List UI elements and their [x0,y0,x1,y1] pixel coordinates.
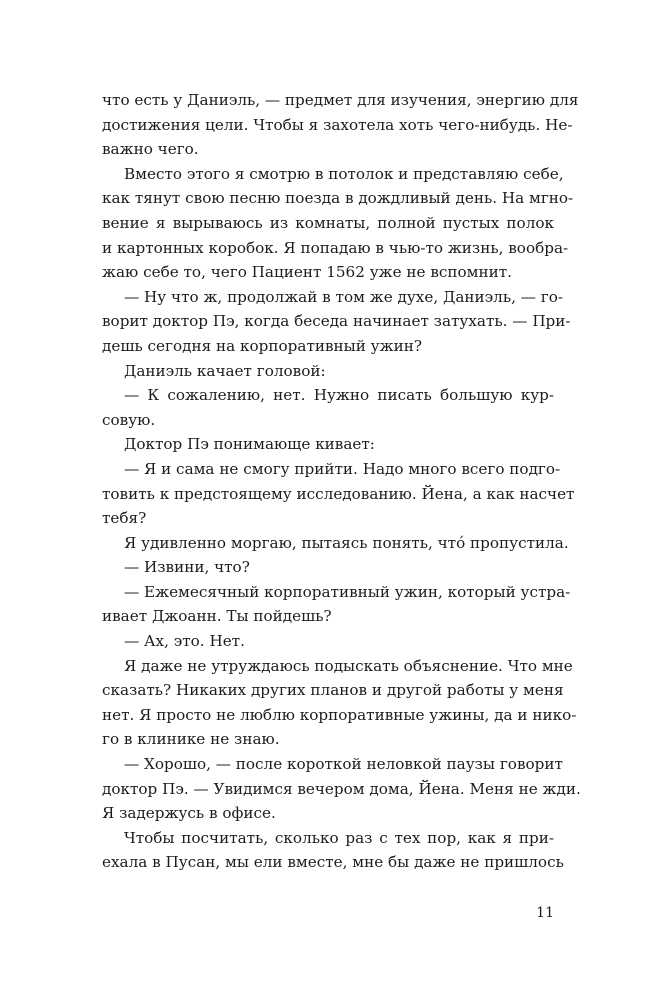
paragraph [102,654,577,752]
paragraph [102,629,554,654]
text-line: Доктор Пэ понимающе кивает: [124,435,375,454]
paragraph [102,432,554,457]
text-line: важно чего. [102,140,199,159]
paragraph [102,457,575,531]
text-line: Чтобы посчитать, сколько раз с тех пор, как я при- [124,828,554,847]
text-line: доктор Пэ. — Увидимся вечером дома, Йена. Меня не жди. [102,779,581,798]
text-line: Даниэль качает головой: [124,361,326,380]
text-line: го в клинике не знаю. [102,730,280,749]
page-body [102,88,581,875]
text-line: — Ах, это. Нет. [124,632,245,651]
paragraph [102,752,581,826]
paragraph [102,555,554,580]
text-line: сказать? Никаких других планов и другой работы у меня [102,681,564,700]
paragraph [102,359,554,384]
text-line: и картонных коробок. Я попадаю в чью-то жизнь, вообра- [102,238,569,257]
text-line: ворит доктор Пэ, когда беседа начинает затухать. — При- [102,312,571,331]
paragraph [102,285,571,359]
text-line: — Ну что ж, продолжай в том же духе, Даниэль, — го- [124,287,563,306]
text-line: ивает Джоанн. Ты пойдешь? [102,607,332,626]
text-line: — Я и сама не смогу прийти. Надо много всего подго- [124,459,561,478]
text-line: Вместо этого я смотрю в потолок и представляю себе, [124,164,564,183]
text-line: что есть у Даниэль, — предмет для изучения, энергию для [102,91,579,109]
text-line: совую. [102,410,156,429]
paragraph [102,531,569,556]
text-line: нет. Я просто не люблю корпоративные ужины, да и нико- [102,705,577,724]
text-line: ехала в Пусан, мы ели вместе, мне бы даже не пришлось [102,853,564,872]
paragraph [102,88,579,162]
text-line: — К сожалению, нет. Нужно писать большую кур- [124,386,554,405]
text-line: дешь сегодня на корпоративный ужин? [102,336,422,355]
paragraph [102,162,574,285]
text-line: тебя? [102,509,147,528]
text-line: Я задержусь в офисе. [102,804,276,823]
text-line: — Ежемесячный корпоративный ужин, который устра- [124,582,571,601]
text-line: как тянут свою песню поезда в дождливый день. На мгно- [102,189,574,208]
text-line: Я даже не утруждаюсь подыскать объяснение. Что мне [124,656,573,675]
text-line: товить к предстоящему исследованию. Йена, а как насчет [102,484,575,503]
text-line: достижения цели. Чтобы я захотела хоть чего-нибудь. Не- [102,115,573,134]
text-line: — Извини, что? [124,558,250,577]
text-line: Я удивленно моргаю, пытаясь понять, чтó пропустила. [124,533,569,552]
page-number: 11 [536,905,554,921]
text-line: — Хорошо, — после короткой неловкой паузы говорит [124,755,563,774]
paragraph [102,383,554,432]
paragraph [102,580,571,629]
text-line: жаю себе то, чего Пациент 1562 уже не вспомнит. [102,263,512,282]
paragraph [102,826,564,875]
text-line: вение я вырываюсь из комнаты, полной пустых полок [102,213,554,232]
